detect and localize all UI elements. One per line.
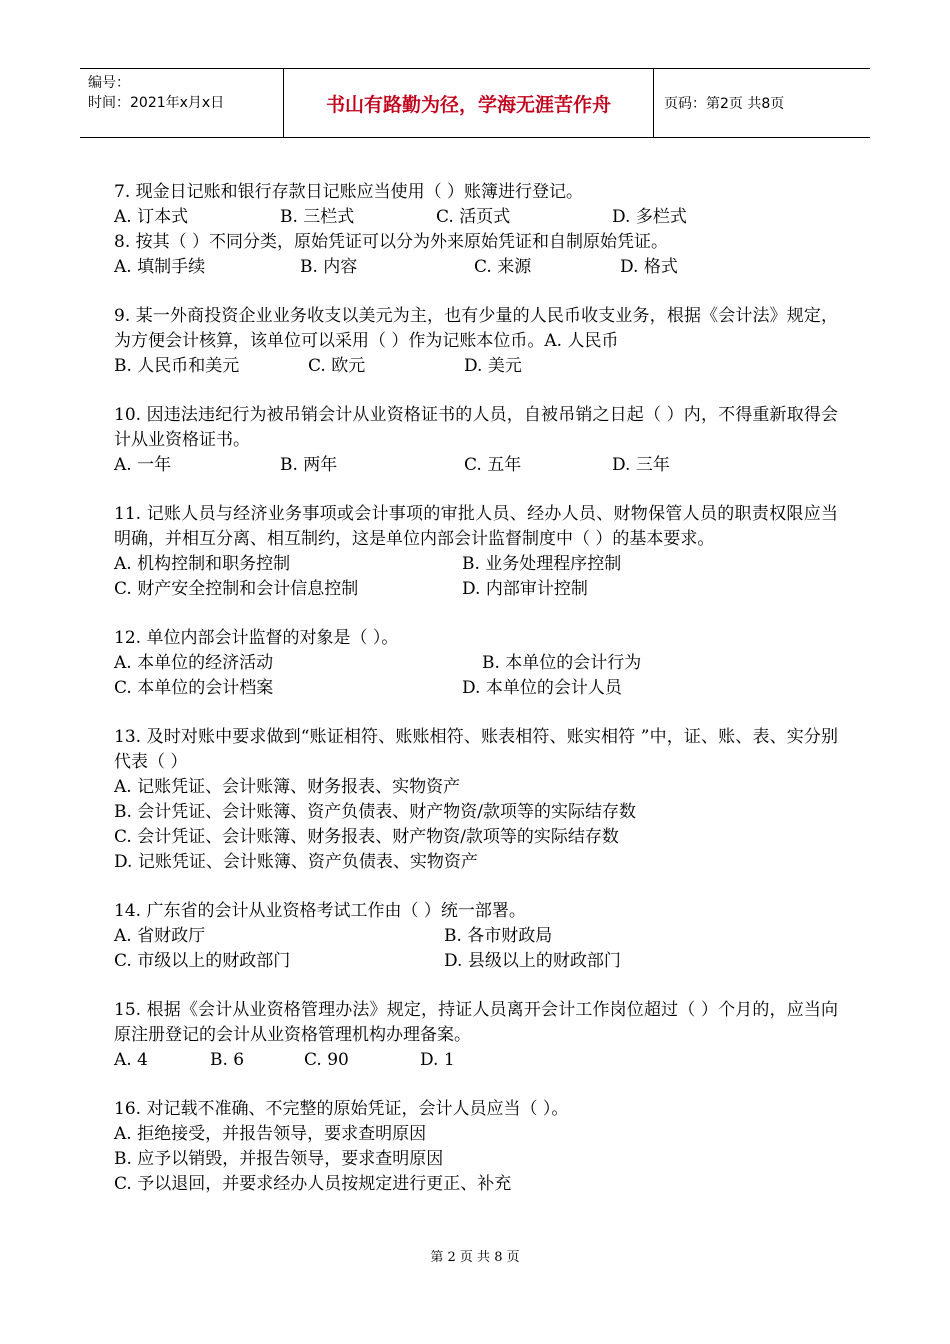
header-meta: [80, 69, 284, 137]
header-page-info: 页码：第2页 共8页: [664, 96, 785, 112]
option-d: D. 本单位的会计人员: [462, 678, 622, 698]
option-d: D. 多栏式: [612, 207, 687, 227]
option-d: D. 记账凭证、会计账簿、资产负债表、实物资产: [114, 852, 478, 872]
option-a: A. 一年: [114, 455, 172, 475]
option-b: B. 应予以销毁，并报告领导，要求查明原因: [114, 1149, 444, 1169]
question-15-stem: 15. 根据《会计从业资格管理办法》规定，持证人员离开会计工作岗位超过（ ）个月的，应当向原注册登记的会计从业资格管理机构办理备案。: [114, 1000, 838, 1045]
option-b: B. 各市财政局: [444, 926, 553, 946]
question-9-stem: 9. 某一外商投资企业业务收支以美元为主，也有少量的人民币收支业务，根据《会计法》规定，为方便会计核算，该单位可以采用（ ）作为记账本位币。A. 人民币: [114, 306, 838, 351]
option-b: B. 6: [210, 1050, 245, 1070]
page-header: [80, 68, 870, 138]
option-b: B. 三栏式: [280, 207, 355, 227]
header-number-label: 编号：: [88, 75, 130, 91]
option-d: D. 县级以上的财政部门: [444, 951, 621, 971]
question-12-options-row1: [114, 651, 838, 676]
question-12-stem: 12. 单位内部会计监督的对象是（ ）。: [114, 628, 399, 648]
question-15-options: [114, 1048, 838, 1073]
option-c: C. 欧元: [308, 356, 366, 376]
option-a: A. 机构控制和职务控制: [114, 554, 291, 574]
option-b: B. 会计凭证、会计账簿、资产负债表、财产物资/款项等的实际结存数: [114, 802, 637, 822]
question-7-options: [114, 205, 838, 230]
question-11-options-row2: [114, 577, 838, 602]
option-a: A. 订本式: [114, 207, 189, 227]
option-c: C. 来源: [474, 257, 532, 277]
option-c: C. 五年: [464, 455, 522, 475]
option-d: D. 格式: [620, 257, 678, 277]
option-c: C. 90: [304, 1050, 349, 1070]
option-c: C. 财产安全控制和会计信息控制: [114, 579, 359, 599]
option-d: D. 内部审计控制: [462, 579, 588, 599]
header-time-label: 时间：2021年x月x日: [88, 95, 225, 111]
option-c: C. 活页式: [436, 207, 511, 227]
question-14-stem: 14. 广东省的会计从业资格考试工作由（ ）统一部署。: [114, 901, 526, 921]
question-10-options: [114, 453, 838, 478]
option-a: A. 拒绝接受，并报告领导，要求查明原因: [114, 1124, 427, 1144]
question-8-stem: 8. 按其（ ）不同分类，原始凭证可以分为外来原始凭证和自制原始凭证。: [114, 232, 669, 252]
page-footer: 第 2 页 共 8 页: [430, 1250, 520, 1265]
question-7-stem: 7. 现金日记账和银行存款日记账应当使用（ ）账簿进行登记。: [114, 182, 584, 202]
question-8-options: [114, 255, 838, 280]
option-c: C. 市级以上的财政部门: [114, 951, 291, 971]
question-11-options-row1: [114, 552, 838, 577]
header-motto: 书山有路勤为径，学海无涯苦作舟: [284, 69, 654, 137]
option-d: D. 1: [420, 1050, 455, 1070]
option-c: C. 予以退回，并要求经办人员按规定进行更正、补充: [114, 1174, 512, 1194]
option-b: B. 本单位的会计行为: [482, 653, 642, 673]
option-a: A. 记账凭证、会计账簿、财务报表、实物资产: [114, 777, 461, 797]
question-13-stem: 13. 及时对账中要求做到“账证相符、账账相符、账表相符、账实相符 ”中，证、账、表、实分别代表（ ）: [114, 727, 838, 772]
question-10-stem: 10. 因违法违纪行为被吊销会计从业资格证书的人员，自被吊销之日起（ ）内，不得重新取得会计从业资格证书。: [114, 405, 838, 450]
option-a: A. 4: [114, 1050, 148, 1070]
option-c: C. 会计凭证、会计账簿、财务报表、财产物资/款项等的实际结存数: [114, 827, 619, 847]
question-12-options-row2: [114, 676, 838, 701]
question-list: [114, 180, 838, 1197]
option-b: B. 人民币和美元: [114, 356, 240, 376]
question-14-options-row2: [114, 949, 838, 974]
question-14-options-row1: [114, 924, 838, 949]
option-d: D. 三年: [612, 455, 670, 475]
question-11-stem: 11. 记账人员与经济业务事项或会计事项的审批人员、经办人员、财物保管人员的职责权限应当明确，并相互分离、相互制约，这是单位内部会计监督制度中（ ）的基本要求。: [114, 504, 838, 549]
option-a: A. 本单位的经济活动: [114, 653, 274, 673]
option-b: B. 业务处理程序控制: [462, 554, 622, 574]
option-a: A. 填制手续: [114, 257, 206, 277]
option-c: C. 本单位的会计档案: [114, 678, 274, 698]
option-b: B. 两年: [280, 455, 338, 475]
option-b: B. 内容: [300, 257, 358, 277]
question-16-stem: 16. 对记载不准确、不完整的原始凭证，会计人员应当（ ）。: [114, 1099, 569, 1119]
question-9-options: [114, 354, 838, 379]
option-d: D. 美元: [464, 356, 522, 376]
option-a: A. 省财政厅: [114, 926, 206, 946]
